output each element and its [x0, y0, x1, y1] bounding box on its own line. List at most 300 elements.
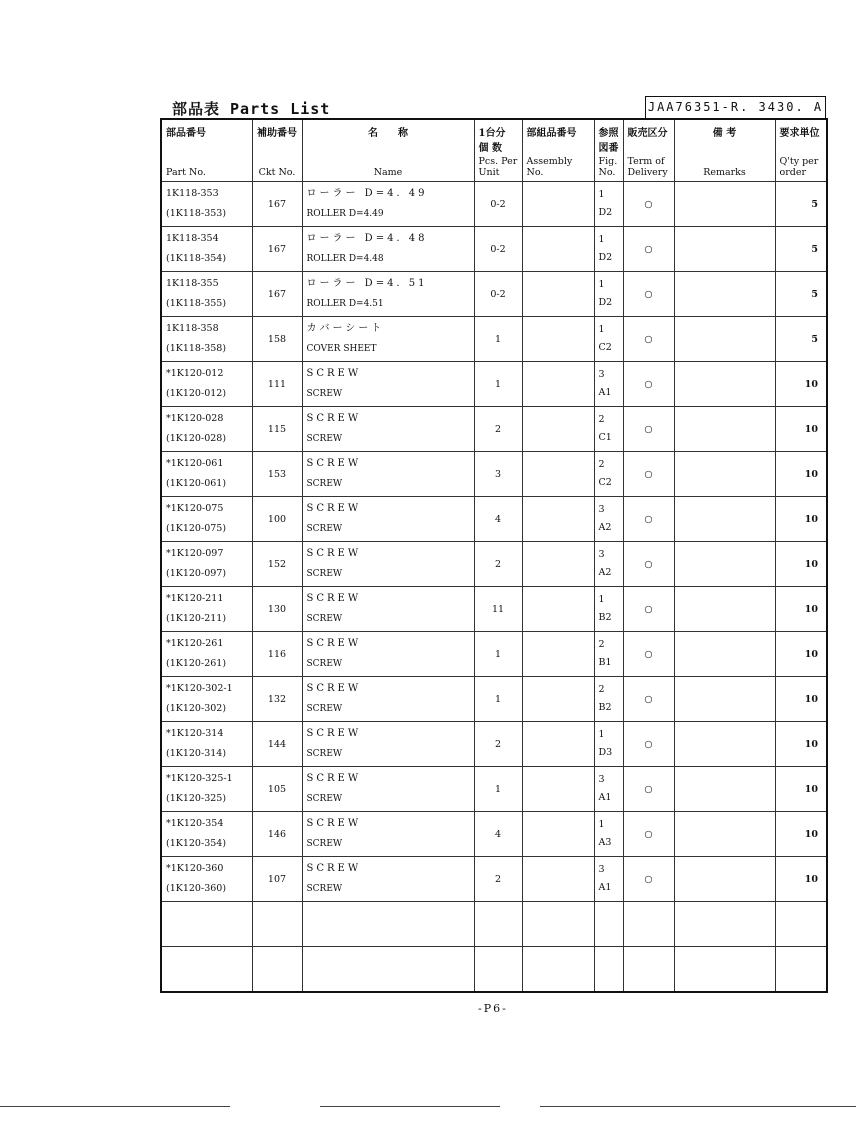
name-en: SCREW — [306, 839, 343, 849]
qty-per-order: 10 — [775, 857, 827, 902]
table-row — [161, 272, 827, 317]
ckt-no: 100 — [252, 497, 302, 542]
column-header — [252, 119, 302, 182]
table-row — [161, 407, 827, 452]
fig-no: 1 — [598, 819, 605, 830]
assembly-no — [522, 272, 594, 317]
table-row — [161, 227, 827, 272]
column-header — [674, 119, 775, 182]
table-row — [161, 497, 827, 542]
fig-cell — [594, 497, 623, 542]
name-en: SCREW — [306, 569, 343, 579]
empty-cell — [775, 947, 827, 993]
alt-part-no: (1K120-325) — [166, 793, 227, 804]
remarks — [674, 407, 775, 452]
term-of-delivery: ○ — [623, 812, 674, 857]
empty-cell — [161, 947, 252, 993]
table-row — [161, 767, 827, 812]
empty-cell — [674, 902, 775, 947]
term-of-delivery: ○ — [623, 722, 674, 767]
empty-cell — [594, 902, 623, 947]
remarks — [674, 767, 775, 812]
pcs-per-unit: 0-2 — [474, 272, 522, 317]
fig-ref: D3 — [598, 747, 613, 758]
column-header-en: Remarks — [703, 167, 746, 178]
ckt-no: 144 — [252, 722, 302, 767]
remarks — [674, 362, 775, 407]
column-header — [474, 119, 522, 182]
fig-ref: D2 — [598, 207, 613, 218]
qty-per-order: 10 — [775, 587, 827, 632]
alt-part-no: (1K120-097) — [166, 568, 227, 579]
empty-cell — [775, 902, 827, 947]
term-of-delivery: ○ — [623, 362, 674, 407]
assembly-no — [522, 362, 594, 407]
column-header-en: Pcs. Per Unit — [478, 156, 518, 178]
term-of-delivery: ○ — [623, 227, 674, 272]
assembly-no — [522, 812, 594, 857]
pcs-per-unit: 1 — [474, 362, 522, 407]
fig-no: 3 — [598, 864, 605, 875]
name-jp: SCREW — [306, 368, 362, 379]
part-no-cell — [161, 182, 252, 227]
remarks — [674, 452, 775, 497]
table-row — [161, 452, 827, 497]
pcs-per-unit: 2 — [474, 542, 522, 587]
fig-cell — [594, 677, 623, 722]
part-no-cell — [161, 317, 252, 362]
column-header — [522, 119, 594, 182]
fig-cell — [594, 587, 623, 632]
fig-no: 1 — [598, 189, 605, 200]
qty-per-order: 5 — [775, 227, 827, 272]
ckt-no: 167 — [252, 227, 302, 272]
fig-ref: B2 — [598, 612, 612, 623]
alt-part-no: (1K120-211) — [166, 613, 227, 624]
remarks — [674, 812, 775, 857]
term-of-delivery: ○ — [623, 452, 674, 497]
term-of-delivery: ○ — [623, 767, 674, 812]
fig-ref: C2 — [598, 477, 612, 488]
scan-line — [0, 1106, 230, 1107]
empty-cell — [594, 947, 623, 993]
name-cell — [302, 542, 474, 587]
ckt-no: 115 — [252, 407, 302, 452]
name-en: SCREW — [306, 479, 343, 489]
term-of-delivery: ○ — [623, 587, 674, 632]
part-no: *1K120-360 — [166, 863, 224, 874]
name-en: COVER SHEET — [306, 344, 377, 354]
part-no: *1K120-325-1 — [166, 773, 233, 784]
alt-part-no: (1K120-314) — [166, 748, 227, 759]
pcs-per-unit: 1 — [474, 677, 522, 722]
empty-cell — [161, 902, 252, 947]
fig-ref: A2 — [598, 567, 612, 578]
empty-cell — [252, 902, 302, 947]
name-en: ROLLER D=4.49 — [306, 209, 384, 219]
part-no: *1K120-012 — [166, 368, 224, 379]
table-row — [161, 857, 827, 902]
alt-part-no: (1K120-028) — [166, 433, 227, 444]
name-cell — [302, 587, 474, 632]
remarks — [674, 542, 775, 587]
fig-ref: B2 — [598, 702, 612, 713]
fig-cell — [594, 227, 623, 272]
remarks — [674, 722, 775, 767]
assembly-no — [522, 587, 594, 632]
qty-per-order: 10 — [775, 767, 827, 812]
remarks — [674, 227, 775, 272]
name-en: SCREW — [306, 704, 343, 714]
alt-part-no: (1K120-061) — [166, 478, 227, 489]
column-header-jp: 要求単位 — [779, 128, 820, 139]
qty-per-order: 5 — [775, 272, 827, 317]
fig-no: 3 — [598, 504, 605, 515]
term-of-delivery: ○ — [623, 272, 674, 317]
remarks — [674, 497, 775, 542]
name-en: SCREW — [306, 524, 343, 534]
empty-cell — [623, 947, 674, 993]
fig-no: 1 — [598, 324, 605, 335]
name-cell — [302, 407, 474, 452]
table-row — [161, 317, 827, 362]
assembly-no — [522, 632, 594, 677]
part-no: 1K118-353 — [166, 188, 219, 199]
name-jp: SCREW — [306, 413, 362, 424]
part-no-cell — [161, 857, 252, 902]
fig-cell — [594, 722, 623, 767]
remarks — [674, 632, 775, 677]
name-en: SCREW — [306, 794, 343, 804]
remarks — [674, 857, 775, 902]
name-jp: SCREW — [306, 818, 362, 829]
ckt-no: 152 — [252, 542, 302, 587]
name-en: SCREW — [306, 749, 343, 759]
column-header-en: Term of Delivery — [627, 156, 668, 178]
fig-no: 1 — [598, 234, 605, 245]
assembly-no — [522, 857, 594, 902]
pcs-per-unit: 0-2 — [474, 182, 522, 227]
pcs-per-unit: 2 — [474, 857, 522, 902]
ckt-no: 132 — [252, 677, 302, 722]
part-no: *1K120-075 — [166, 503, 224, 514]
name-cell — [302, 227, 474, 272]
name-jp: SCREW — [306, 728, 362, 739]
qty-per-order: 10 — [775, 632, 827, 677]
alt-part-no: (1K118-354) — [166, 253, 227, 264]
name-cell — [302, 317, 474, 362]
column-header-jp: 1台分 個 数 — [478, 128, 506, 154]
ckt-no: 130 — [252, 587, 302, 632]
table-row — [161, 722, 827, 767]
term-of-delivery: ○ — [623, 497, 674, 542]
scan-line — [540, 1106, 856, 1107]
name-jp: ローラー D=4. 49 — [306, 188, 428, 199]
fig-cell — [594, 407, 623, 452]
part-no-cell — [161, 272, 252, 317]
table-row — [161, 182, 827, 227]
qty-per-order: 10 — [775, 407, 827, 452]
column-header — [623, 119, 674, 182]
qty-per-order: 10 — [775, 722, 827, 767]
assembly-no — [522, 317, 594, 362]
fig-cell — [594, 452, 623, 497]
part-no: *1K120-354 — [166, 818, 224, 829]
fig-ref: D2 — [598, 297, 613, 308]
column-header-en: Q'ty per order — [779, 156, 819, 178]
ckt-no: 146 — [252, 812, 302, 857]
alt-part-no: (1K118-358) — [166, 343, 227, 354]
pcs-per-unit: 11 — [474, 587, 522, 632]
assembly-no — [522, 452, 594, 497]
name-jp: ローラー D=4. 51 — [306, 278, 428, 289]
alt-part-no: (1K120-302) — [166, 703, 227, 714]
column-header-en: Ckt No. — [258, 167, 296, 178]
alt-part-no: (1K118-353) — [166, 208, 227, 219]
part-no: *1K120-028 — [166, 413, 224, 424]
pcs-per-unit: 2 — [474, 722, 522, 767]
column-header-en: Part No. — [166, 167, 206, 178]
page-number: -P6- — [478, 1002, 508, 1015]
pcs-per-unit: 1 — [474, 767, 522, 812]
name-jp: ローラー D=4. 48 — [306, 233, 428, 244]
qty-per-order: 10 — [775, 542, 827, 587]
qty-per-order: 10 — [775, 812, 827, 857]
term-of-delivery: ○ — [623, 632, 674, 677]
assembly-no — [522, 677, 594, 722]
column-header-jp: 部組品番号 — [526, 128, 577, 139]
column-header — [161, 119, 252, 182]
name-cell — [302, 182, 474, 227]
column-header-en: Assembly No. — [526, 156, 573, 178]
fig-no: 3 — [598, 774, 605, 785]
column-header-jp: 部品番号 — [166, 128, 206, 139]
assembly-no — [522, 722, 594, 767]
alt-part-no: (1K120-261) — [166, 658, 227, 669]
qty-per-order: 10 — [775, 362, 827, 407]
part-no-cell — [161, 812, 252, 857]
remarks — [674, 272, 775, 317]
name-cell — [302, 452, 474, 497]
part-no-cell — [161, 632, 252, 677]
name-jp: SCREW — [306, 773, 362, 784]
pcs-per-unit: 2 — [474, 407, 522, 452]
part-no-cell — [161, 677, 252, 722]
ckt-no: 167 — [252, 272, 302, 317]
ckt-no: 111 — [252, 362, 302, 407]
part-no-cell — [161, 362, 252, 407]
fig-ref: C2 — [598, 342, 612, 353]
ckt-no: 105 — [252, 767, 302, 812]
name-en: SCREW — [306, 614, 343, 624]
fig-no: 1 — [598, 594, 605, 605]
part-no: 1K118-354 — [166, 233, 219, 244]
remarks — [674, 677, 775, 722]
table-row — [161, 362, 827, 407]
column-header — [302, 119, 474, 182]
empty-cell — [522, 947, 594, 993]
qty-per-order: 5 — [775, 317, 827, 362]
fig-cell — [594, 272, 623, 317]
part-no: *1K120-097 — [166, 548, 224, 559]
part-no: 1K118-358 — [166, 323, 219, 334]
fig-cell — [594, 317, 623, 362]
ckt-no: 167 — [252, 182, 302, 227]
fig-ref: C1 — [598, 432, 612, 443]
pcs-per-unit: 1 — [474, 632, 522, 677]
qty-per-order: 10 — [775, 677, 827, 722]
part-no-cell — [161, 767, 252, 812]
pcs-per-unit: 4 — [474, 812, 522, 857]
fig-ref: A2 — [598, 522, 612, 533]
assembly-no — [522, 767, 594, 812]
table-row — [161, 947, 827, 993]
pcs-per-unit: 4 — [474, 497, 522, 542]
fig-cell — [594, 182, 623, 227]
empty-cell — [623, 902, 674, 947]
term-of-delivery: ○ — [623, 677, 674, 722]
fig-ref: A1 — [598, 792, 612, 803]
name-cell — [302, 272, 474, 317]
column-header — [775, 119, 827, 182]
fig-ref: A1 — [598, 387, 612, 398]
name-cell — [302, 362, 474, 407]
table-row — [161, 587, 827, 632]
alt-part-no: (1K120-360) — [166, 883, 227, 894]
qty-per-order: 10 — [775, 452, 827, 497]
part-no: *1K120-211 — [166, 593, 224, 604]
column-header-jp: 参照 図番 — [598, 128, 619, 154]
name-cell — [302, 497, 474, 542]
ckt-no: 116 — [252, 632, 302, 677]
empty-cell — [674, 947, 775, 993]
part-no-cell — [161, 227, 252, 272]
fig-no: 2 — [598, 639, 605, 650]
qty-per-order: 5 — [775, 182, 827, 227]
fig-cell — [594, 362, 623, 407]
empty-cell — [252, 947, 302, 993]
column-header — [594, 119, 623, 182]
part-no: 1K118-355 — [166, 278, 219, 289]
part-no-cell — [161, 542, 252, 587]
name-cell — [302, 632, 474, 677]
pcs-per-unit: 1 — [474, 317, 522, 362]
term-of-delivery: ○ — [623, 407, 674, 452]
term-of-delivery: ○ — [623, 857, 674, 902]
name-en: ROLLER D=4.51 — [306, 299, 384, 309]
fig-cell — [594, 857, 623, 902]
empty-cell — [302, 902, 474, 947]
table-row — [161, 677, 827, 722]
name-cell — [302, 767, 474, 812]
name-jp: カバーシート — [306, 323, 385, 334]
column-header-en: Fig. No. — [598, 156, 618, 178]
column-header-jp: 名 称 — [368, 128, 408, 139]
fig-no: 2 — [598, 684, 605, 695]
name-en: SCREW — [306, 389, 343, 399]
scan-line — [320, 1106, 500, 1107]
assembly-no — [522, 182, 594, 227]
term-of-delivery: ○ — [623, 542, 674, 587]
fig-cell — [594, 812, 623, 857]
term-of-delivery: ○ — [623, 182, 674, 227]
fig-no: 3 — [598, 369, 605, 380]
term-of-delivery: ○ — [623, 317, 674, 362]
pcs-per-unit: 0-2 — [474, 227, 522, 272]
part-no: *1K120-261 — [166, 638, 224, 649]
assembly-no — [522, 227, 594, 272]
name-en: ROLLER D=4.48 — [306, 254, 384, 264]
empty-cell — [474, 947, 522, 993]
alt-part-no: (1K118-355) — [166, 298, 227, 309]
alt-part-no: (1K120-075) — [166, 523, 227, 534]
name-jp: SCREW — [306, 548, 362, 559]
part-no-cell — [161, 722, 252, 767]
name-cell — [302, 812, 474, 857]
fig-cell — [594, 632, 623, 677]
empty-cell — [522, 902, 594, 947]
pcs-per-unit: 3 — [474, 452, 522, 497]
part-no: *1K120-314 — [166, 728, 224, 739]
remarks — [674, 587, 775, 632]
fig-ref: D2 — [598, 252, 613, 263]
fig-cell — [594, 542, 623, 587]
remarks — [674, 182, 775, 227]
assembly-no — [522, 407, 594, 452]
table-row — [161, 902, 827, 947]
empty-cell — [302, 947, 474, 993]
fig-no: 3 — [598, 549, 605, 560]
name-jp: SCREW — [306, 503, 362, 514]
part-no-cell — [161, 452, 252, 497]
fig-ref: B1 — [598, 657, 612, 668]
part-no-cell — [161, 497, 252, 542]
table-row — [161, 542, 827, 587]
fig-no: 2 — [598, 459, 605, 470]
name-jp: SCREW — [306, 683, 362, 694]
name-en: SCREW — [306, 884, 343, 894]
column-header-jp: 販売区分 — [627, 128, 668, 139]
column-header-jp: 備 考 — [712, 128, 737, 139]
fig-ref: A3 — [598, 837, 612, 848]
name-jp: SCREW — [306, 593, 362, 604]
part-no: *1K120-302-1 — [166, 683, 233, 694]
name-cell — [302, 677, 474, 722]
part-no: *1K120-061 — [166, 458, 224, 469]
qty-per-order: 10 — [775, 497, 827, 542]
column-header-jp: 補助番号 — [257, 128, 297, 139]
table-row — [161, 632, 827, 677]
ckt-no: 153 — [252, 452, 302, 497]
parts-table — [160, 118, 828, 993]
empty-cell — [474, 902, 522, 947]
table-row — [161, 812, 827, 857]
fig-cell — [594, 767, 623, 812]
alt-part-no: (1K120-012) — [166, 388, 227, 399]
name-cell — [302, 857, 474, 902]
name-en: SCREW — [306, 434, 343, 444]
document-code: JAA76351-R. 3430. A — [645, 96, 826, 118]
alt-part-no: (1K120-354) — [166, 838, 227, 849]
name-cell — [302, 722, 474, 767]
name-en: SCREW — [306, 659, 343, 669]
remarks — [674, 317, 775, 362]
assembly-no — [522, 542, 594, 587]
assembly-no — [522, 497, 594, 542]
ckt-no: 107 — [252, 857, 302, 902]
fig-no: 1 — [598, 729, 605, 740]
name-jp: SCREW — [306, 458, 362, 469]
